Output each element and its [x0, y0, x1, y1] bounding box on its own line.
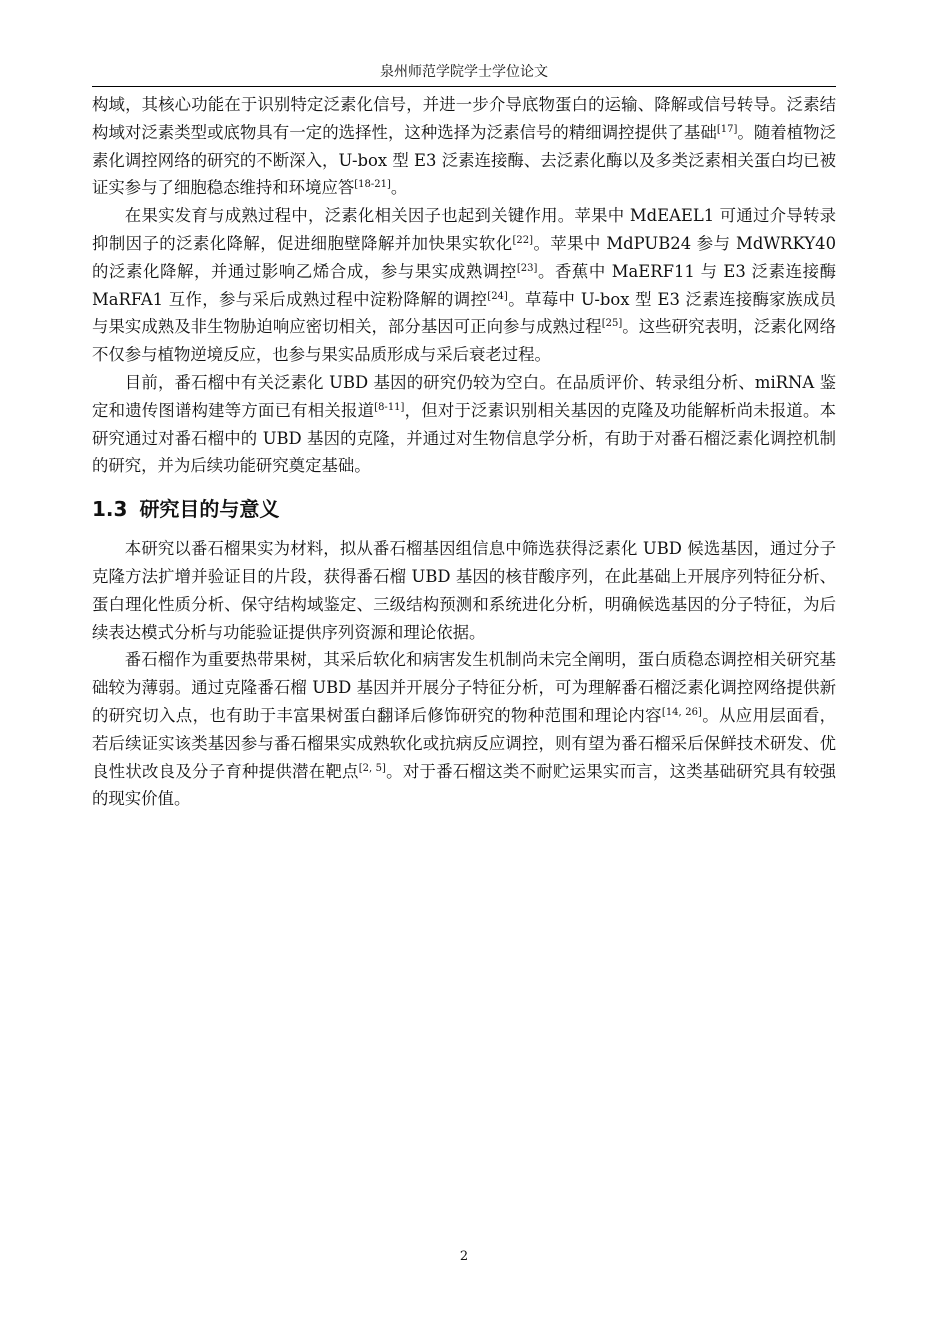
- paragraph-fruit-ripening: [92, 202, 836, 369]
- citation: [8-11]: [374, 401, 405, 413]
- citation: [22]: [512, 234, 534, 246]
- header-rule: [92, 86, 836, 87]
- paragraph-significance: [92, 646, 836, 813]
- citation: [25]: [601, 318, 623, 330]
- citation: [24]: [487, 290, 508, 302]
- paragraph-text: 。草莓中 U-box 型 E3 泛素连接酶家族成员与果实成熟及非生物胁迫响应密切相关，部分基因可正向参与成熟过程: [92, 289, 836, 337]
- paragraph-text: ，但对于泛素识别相关基因的克隆及功能解析尚未报道。本研究通过对番石榴中的 UBD 基因的克隆，并通过对生物信息学分析，有助于对番石榴泛素化调控机制的研究，并为后续功能研究奠定基础。: [92, 400, 837, 476]
- section-title: 研究目的与意义: [139, 497, 280, 522]
- citation: [2, 5]: [358, 762, 386, 774]
- paragraph-text: 。从应用层面看，若后续证实该类基因参与番石榴果实成熟软化或抗病反应调控，则有望为番石榴采后保鲜技术研发、优良性状改良及分子育种提供潜在靶点: [92, 705, 837, 781]
- page-number: 2: [459, 1249, 469, 1264]
- citation: [18-21]: [354, 179, 391, 191]
- running-header: 泉州师范学院学士学位论文: [380, 64, 548, 80]
- citation: [14, 26]: [661, 706, 702, 718]
- paragraph-text: 。这些研究表明，泛素化网络不仅参与植物逆境反应，也参与果实品质形成与采后衰老过程。: [92, 317, 837, 365]
- paragraph-text: 。对于番石榴这类不耐贮运果实而言，这类基础研究具有较强的现实价值。: [92, 761, 837, 809]
- paragraph-continued: [92, 91, 836, 202]
- paragraph-text: 构域，其核心功能在于识别特定泛素化信号，并进一步介导底物蛋白的运输、降解或信号转导。泛素结构域对泛素类型或底物具有一定的选择性，这种选择为泛素信号的精细调控提供了基础: [92, 95, 836, 142]
- paragraph-text: 目前，番石榴中有关泛素化 UBD 基因的研究仍较为空白。在品质评价、转录组分析、miRNA 鉴定和遗传图谱构建等方面已有相关报道: [92, 372, 836, 420]
- citation: [23]: [516, 262, 538, 274]
- paragraph-text: 。随着植物泛素化调控网络的研究的不断深入，U-box 型 E3 泛素连接酶、去泛素化酶以及多类泛素相关蛋白均已被证实参与了细胞稳态维持和环境应答: [92, 122, 836, 198]
- section-number: 1.3: [92, 497, 128, 522]
- paragraph-text: 在果实发育与成熟过程中，泛素化相关因子也起到关键作用。苹果中 MdEAEL1 可通过介导转录抑制因子的泛素化降解，促进细胞壁降解并加快果实软化: [92, 206, 836, 253]
- page-body: [92, 91, 836, 813]
- section-heading: [92, 495, 836, 523]
- paragraph-text: 。苹果中 MdPUB24 参与 MdWRKY40 的泛素化降解，并通过影响乙烯合成，参与果实成熟调控: [92, 233, 836, 281]
- paragraph-text: 。: [390, 178, 408, 198]
- paragraph-research-aim: [92, 535, 836, 646]
- paragraph-guava-status: [92, 369, 836, 480]
- citation: [17]: [716, 123, 738, 135]
- paragraph-text: 番石榴作为重要热带果树，其采后软化和病害发生机制尚未完全阐明，蛋白质稳态调控相关研究基础较为薄弱。通过克隆番石榴 UBD 基因并开展分子特征分析，可为理解番石榴泛素化调控网络提供新的研究切入点，也有助于丰富果树蛋白翻译后修饰研究的物种范围和理论内容: [92, 650, 836, 725]
- paragraph-text: 本研究以番石榴果实为材料，拟从番石榴基因组信息中筛选获得泛素化 UBD 候选基因，通过分子克隆方法扩增并验证目的片段，获得番石榴 UBD 基因的核苷酸序列，在此基础上开展序列特征分析、蛋白理化性质分析、保守结构域鉴定、三级结构预测和系统进化分析，明确候选基因的分子特征，为后续表达模式分析与功能验证提供序列资源和理论依据。: [92, 539, 836, 642]
- paragraph-text: 。香蕉中 MaERF11 与 E3 泛素连接酶 MaRFA1 互作，参与采后成熟过程中淀粉降解的调控: [92, 261, 836, 309]
